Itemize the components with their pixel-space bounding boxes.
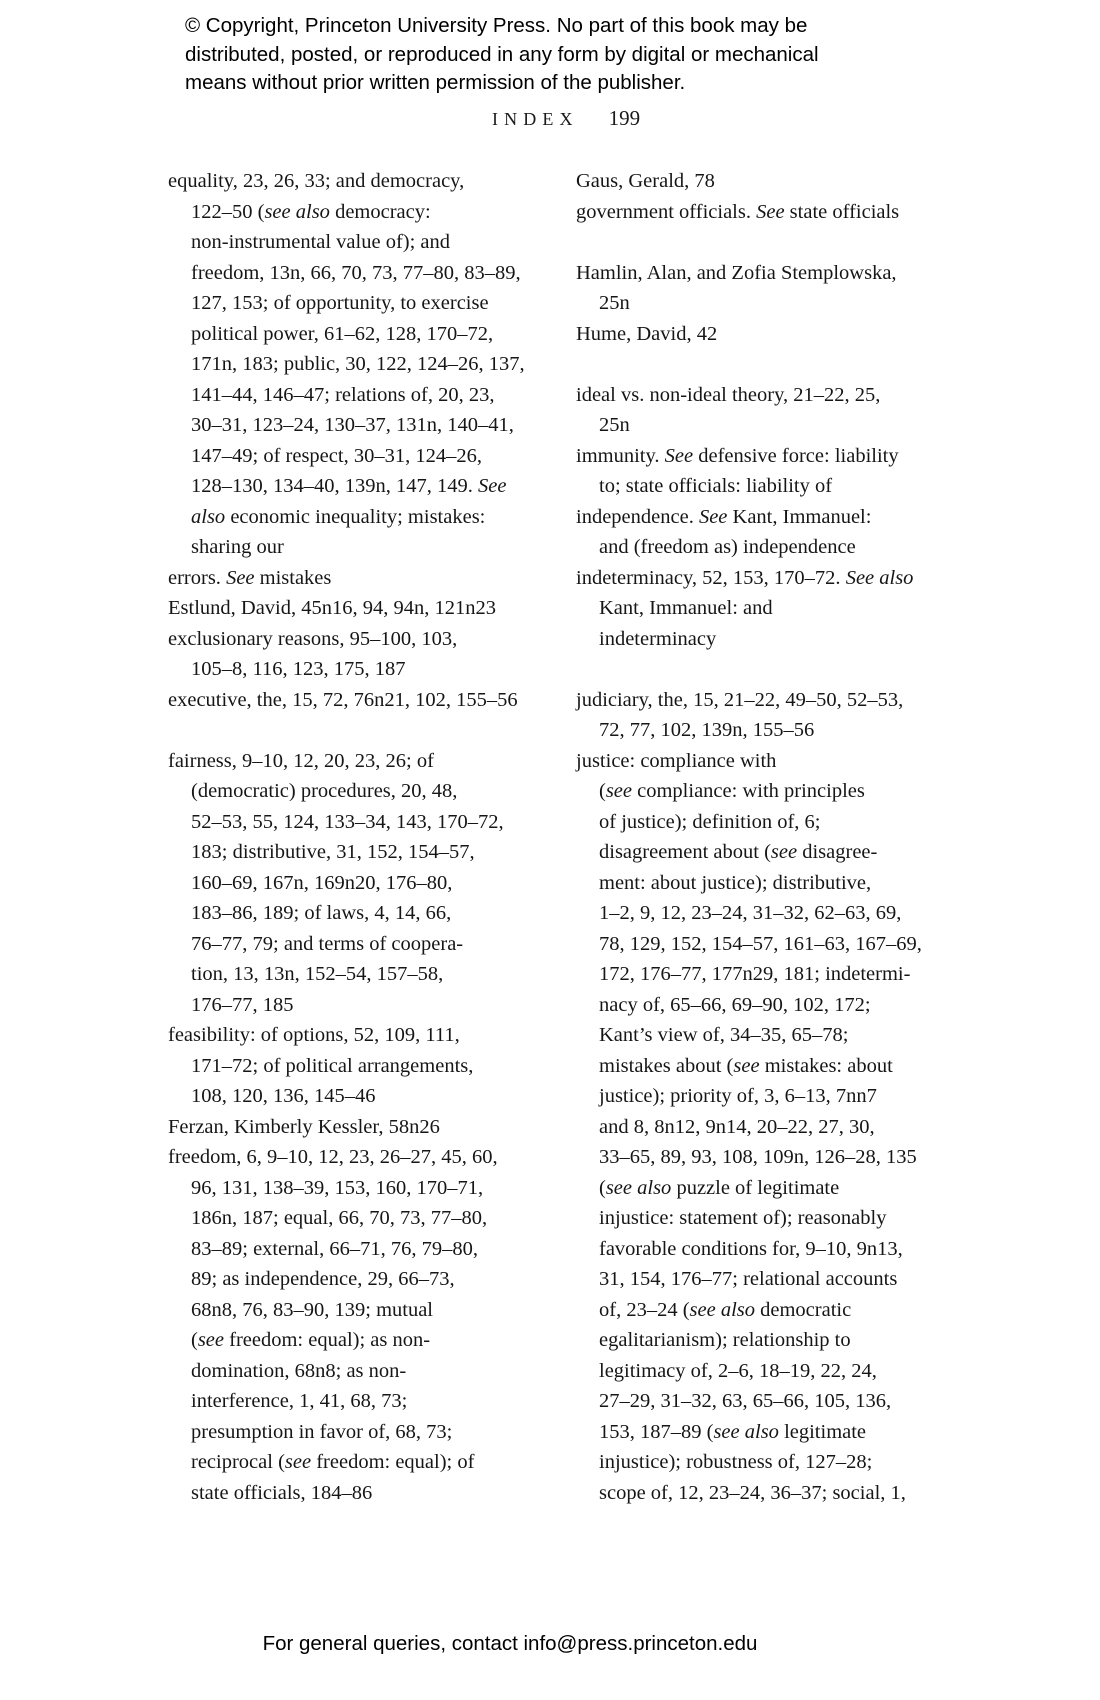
index-line	[576, 593, 976, 624]
page-number: 199	[608, 106, 641, 130]
index-entry	[576, 746, 976, 1509]
index-line	[576, 990, 976, 1021]
index-text: democratic	[755, 1298, 852, 1321]
index-line	[576, 1081, 976, 1112]
index-text: executive, the, 15, 72, 76n21, 102, 155–56	[168, 688, 518, 711]
index-group	[576, 258, 976, 350]
index-text: 30–31, 123–24, 130–37, 131n, 140–41,	[191, 414, 514, 436]
index-text: errors.	[168, 566, 227, 589]
index-line	[576, 1051, 976, 1082]
copyright-line: © Copyright, Princeton University Press. No part of this book may be	[185, 14, 808, 37]
index-text: presumption in favor of, 68, 73;	[191, 1420, 453, 1443]
index-line	[576, 685, 976, 716]
index-line	[576, 807, 976, 838]
index-line	[576, 502, 976, 533]
index-text: 78, 129, 152, 154–57, 161–63, 167–69,	[599, 932, 922, 955]
index-text: mistakes: about	[759, 1054, 893, 1077]
index-entry	[576, 166, 976, 197]
index-line	[168, 807, 563, 838]
index-entry	[576, 563, 976, 655]
index-line	[576, 1020, 976, 1051]
index-line	[168, 288, 563, 319]
index-line	[576, 1173, 976, 1204]
index-text: ment: about justice); distributive,	[599, 871, 872, 894]
index-text-italic: See	[698, 505, 728, 528]
index-entry	[168, 563, 563, 594]
index-text: favorable conditions for, 9–10, 9n13,	[599, 1237, 903, 1260]
index-line	[168, 349, 563, 380]
index-line	[168, 898, 563, 929]
index-entry	[576, 319, 976, 350]
index-text: fairness, 9–10, 12, 20, 23, 26; of	[168, 749, 434, 772]
index-group	[576, 380, 976, 655]
index-text: 171n, 183; public, 30, 122, 124–26, 137,	[191, 353, 525, 375]
index-line	[168, 1447, 563, 1478]
index-text: 52–53, 55, 124, 133–34, 143, 170–72,	[191, 810, 504, 833]
index-line	[168, 1417, 563, 1448]
index-line	[168, 1356, 563, 1387]
index-text: state officials, 184–86	[191, 1481, 373, 1504]
index-text: 27–29, 31–32, 63, 65–66, 105, 136,	[599, 1390, 892, 1412]
index-entry	[168, 1112, 563, 1143]
index-text: (democratic) procedures, 20, 48,	[191, 780, 458, 802]
index-entry	[576, 685, 976, 746]
index-line	[168, 502, 563, 533]
index-text: nacy of, 65–66, 69–90, 102, 172;	[599, 993, 871, 1016]
index-line	[168, 227, 563, 258]
index-line	[168, 532, 563, 563]
index-entry	[168, 593, 563, 624]
index-line	[168, 593, 563, 624]
index-text: exclusionary reasons, 95–100, 103,	[168, 627, 458, 650]
index-text: justice); priority of, 3, 6–13, 7nn7	[599, 1085, 877, 1107]
index-column-right	[576, 166, 976, 1508]
index-line	[576, 776, 976, 807]
index-text: government officials.	[576, 200, 757, 223]
index-text: sharing our	[191, 536, 284, 558]
index-line	[168, 1081, 563, 1112]
index-entry	[576, 197, 976, 228]
index-text: 176–77, 185	[191, 993, 294, 1016]
index-line	[576, 288, 976, 319]
index-line	[168, 380, 563, 411]
index-line	[576, 1295, 976, 1326]
index-text: 68n8, 76, 83–90, 139; mutual	[191, 1298, 434, 1321]
index-line	[168, 441, 563, 472]
index-text: compliance: with principles	[632, 780, 865, 802]
index-group	[576, 685, 976, 1509]
index-text: 83–89; external, 66–71, 76, 79–80,	[191, 1237, 478, 1260]
index-text-italic: see also	[713, 1420, 779, 1443]
index-text: 183–86, 189; of laws, 4, 14, 66,	[191, 902, 452, 924]
index-line	[168, 1264, 563, 1295]
index-text: state officials	[784, 200, 900, 223]
index-text: legitimate	[778, 1420, 867, 1443]
index-line	[168, 1173, 563, 1204]
index-text: and 8, 8n12, 9n14, 20–22, 27, 30,	[599, 1115, 875, 1138]
index-text: 1–2, 9, 12, 23–24, 31–32, 62–63, 69,	[599, 902, 902, 924]
index-line	[168, 1295, 563, 1326]
index-line	[168, 837, 563, 868]
index-entry	[576, 380, 976, 441]
index-line	[576, 563, 976, 594]
index-text: freedom: equal); of	[311, 1451, 475, 1473]
index-line	[168, 776, 563, 807]
index-line	[576, 1417, 976, 1448]
index-line	[576, 410, 976, 441]
index-line	[576, 959, 976, 990]
index-line	[168, 319, 563, 350]
index-text: defensive force: liability	[693, 444, 899, 467]
index-entry	[168, 624, 563, 685]
index-column-left	[168, 166, 563, 1508]
index-text: (	[191, 1329, 198, 1351]
index-line	[576, 1203, 976, 1234]
index-text: Ferzan, Kimberly Kessler, 58n26	[168, 1115, 440, 1138]
index-text: reciprocal (	[191, 1451, 285, 1473]
index-entry	[168, 1142, 563, 1508]
index-text-italic: See	[226, 566, 255, 589]
index-text: injustice: statement of); reasonably	[599, 1207, 887, 1229]
index-text: freedom, 13n, 66, 70, 73, 77–80, 83–89,	[191, 261, 521, 284]
index-line	[168, 990, 563, 1021]
index-line	[168, 1203, 563, 1234]
index-text: domination, 68n8; as non-	[191, 1359, 407, 1382]
index-text: indeterminacy, 52, 153, 170–72.	[576, 566, 846, 589]
index-text: 33–65, 89, 93, 108, 109n, 126–28, 135	[599, 1146, 917, 1168]
index-line	[168, 1142, 563, 1173]
index-line	[168, 197, 563, 228]
index-line	[168, 563, 563, 594]
index-line	[576, 868, 976, 899]
index-line	[576, 441, 976, 472]
index-text: of, 23–24 (	[599, 1298, 690, 1321]
index-line	[576, 532, 976, 563]
index-line	[576, 1325, 976, 1356]
index-text-italic: see also	[264, 200, 330, 223]
index-entry	[168, 166, 563, 563]
index-text: Estlund, David, 45n16, 94, 94n, 121n23	[168, 597, 496, 619]
index-line	[168, 1478, 563, 1509]
index-line	[576, 1112, 976, 1143]
index-text: 186n, 187; equal, 66, 70, 73, 77–80,	[191, 1207, 488, 1229]
index-text: Hume, David, 42	[576, 322, 718, 345]
index-line	[168, 1386, 563, 1417]
index-text: judiciary, the, 15, 21–22, 49–50, 52–53,	[576, 688, 904, 711]
index-text: egalitarianism); relationship to	[599, 1329, 851, 1351]
index-line	[576, 746, 976, 777]
index-text: 89; as independence, 29, 66–73,	[191, 1268, 455, 1290]
index-text: puzzle of legitimate	[671, 1176, 840, 1199]
index-line	[168, 654, 563, 685]
index-line	[576, 1386, 976, 1417]
index-line	[576, 197, 976, 228]
index-text: 31, 154, 176–77; relational accounts	[599, 1268, 898, 1290]
index-text: disagreement about (	[599, 841, 771, 863]
index-line	[168, 1020, 563, 1051]
index-line	[576, 837, 976, 868]
copyright-line: means without prior written permission of the publisher.	[185, 71, 686, 94]
index-text: independence.	[576, 505, 699, 528]
index-text: feasibility: of options, 52, 109, 111,	[168, 1024, 460, 1046]
index-text: equality, 23, 26, 33; and democracy,	[168, 170, 465, 192]
index-text: ideal vs. non-ideal theory, 21–22, 25,	[576, 383, 881, 406]
index-group	[168, 746, 563, 1509]
index-text-italic: See also	[845, 566, 914, 589]
index-text: freedom: equal); as non-	[224, 1329, 431, 1351]
index-text: 105–8, 116, 123, 175, 187	[191, 658, 406, 680]
index-text: mistakes about (	[599, 1054, 734, 1077]
index-text: 141–44, 146–47; relations of, 20, 23,	[191, 383, 495, 406]
index-entry	[168, 685, 563, 716]
index-line	[576, 624, 976, 655]
index-line	[576, 1447, 976, 1478]
index-line	[168, 868, 563, 899]
index-text: Hamlin, Alan, and Zofia Stemplowska,	[576, 261, 897, 284]
index-line	[168, 410, 563, 441]
index-line	[576, 1478, 976, 1509]
index-text: 25n	[599, 414, 630, 436]
index-text: 127, 153; of opportunity, to exercise	[191, 292, 489, 314]
index-text: interference, 1, 41, 68, 73;	[191, 1390, 408, 1412]
index-line	[168, 746, 563, 777]
index-text-italic: See	[478, 475, 507, 497]
index-line	[576, 380, 976, 411]
index-text: 153, 187–89 (	[599, 1420, 714, 1443]
index-text: 108, 120, 136, 145–46	[191, 1085, 376, 1107]
index-text: economic inequality; mistakes:	[225, 505, 486, 528]
index-text: scope of, 12, 23–24, 36–37; social, 1,	[599, 1481, 906, 1504]
index-entry	[168, 746, 563, 1021]
index-text: mistakes	[254, 566, 332, 589]
index-text: Kant’s view of, 34–35, 65–78;	[599, 1024, 849, 1046]
index-line	[168, 959, 563, 990]
index-line	[168, 929, 563, 960]
index-text: 172, 176–77, 177n29, 181; indetermi-	[599, 963, 911, 985]
index-text: legitimacy of, 2–6, 18–19, 22, 24,	[599, 1359, 877, 1382]
index-text: democracy:	[329, 200, 431, 223]
index-text: 128–130, 134–40, 139n, 147, 149.	[191, 475, 478, 497]
index-text: of justice); definition of, 6;	[599, 810, 821, 833]
index-text: 171–72; of political arrangements,	[191, 1054, 474, 1077]
index-line	[576, 715, 976, 746]
index-line	[576, 898, 976, 929]
index-line	[576, 1142, 976, 1173]
index-line	[168, 1325, 563, 1356]
index-text: freedom, 6, 9–10, 12, 23, 26–27, 45, 60,	[168, 1146, 498, 1168]
index-line	[576, 258, 976, 289]
index-title: INDEX	[492, 109, 579, 129]
index-text: to; state officials: liability of	[599, 475, 833, 497]
index-entry	[576, 441, 976, 502]
index-text: non-instrumental value of); and	[191, 231, 451, 253]
index-text: 160–69, 167n, 169n20, 176–80,	[191, 871, 453, 894]
index-line	[168, 1112, 563, 1143]
index-text-italic: see	[770, 841, 798, 863]
index-text: 96, 131, 138–39, 153, 160, 170–71,	[191, 1176, 484, 1199]
index-line	[168, 1234, 563, 1265]
index-text: injustice); robustness of, 127–28;	[599, 1451, 873, 1473]
copyright-line: distributed, posted, or reproduced in any form by digital or mechanical	[185, 42, 819, 66]
index-text: disagree-	[797, 841, 878, 863]
index-text: political power, 61–62, 128, 170–72,	[191, 322, 494, 345]
index-text-italic: see	[284, 1451, 312, 1473]
index-group	[168, 166, 563, 715]
index-text: Kant, Immanuel: and	[599, 597, 773, 619]
index-line	[576, 319, 976, 350]
copyright-notice	[185, 12, 819, 98]
index-text: 25n	[599, 292, 630, 314]
index-line	[168, 1051, 563, 1082]
index-line	[168, 258, 563, 289]
index-text: 147–49; of respect, 30–31, 124–26,	[191, 444, 482, 467]
index-text-italic: see also	[605, 1176, 672, 1199]
index-line	[576, 929, 976, 960]
index-text: tion, 13, 13n, 152–54, 157–58,	[191, 963, 444, 985]
index-text: (	[599, 1176, 606, 1199]
index-text: justice: compliance with	[576, 749, 777, 772]
index-text-italic: see	[605, 780, 633, 802]
index-text-italic: See	[664, 444, 694, 467]
index-group	[576, 166, 976, 227]
index-line	[168, 685, 563, 716]
index-line	[576, 166, 976, 197]
index-entry	[576, 258, 976, 319]
index-text: 183; distributive, 31, 152, 154–57,	[191, 841, 475, 863]
page-header	[168, 106, 958, 131]
index-line	[576, 471, 976, 502]
index-line	[576, 1234, 976, 1265]
index-text: indeterminacy	[599, 627, 717, 650]
footer-contact: For general queries, contact info@press.princeton.edu	[262, 1632, 758, 1655]
index-text: 72, 77, 102, 139n, 155–56	[599, 719, 815, 741]
index-line	[168, 624, 563, 655]
index-text: (	[599, 780, 606, 802]
index-text: and (freedom as) independence	[599, 536, 856, 558]
index-text-italic: also	[191, 505, 226, 528]
index-entry	[576, 502, 976, 563]
index-text-italic: see also	[689, 1298, 756, 1321]
index-text-italic: See	[756, 200, 785, 223]
index-text: 122–50 (	[191, 200, 265, 223]
index-line	[168, 471, 563, 502]
index-text: 76–77, 79; and terms of coopera-	[191, 932, 464, 955]
index-text: immunity.	[576, 444, 665, 467]
index-entry	[168, 1020, 563, 1112]
index-line	[576, 1356, 976, 1387]
index-line	[576, 1264, 976, 1295]
index-text-italic: see	[197, 1329, 225, 1351]
index-text: Gaus, Gerald, 78	[576, 170, 715, 192]
index-text: Kant, Immanuel:	[727, 505, 872, 528]
index-text-italic: see	[733, 1054, 760, 1077]
index-line	[168, 166, 563, 197]
